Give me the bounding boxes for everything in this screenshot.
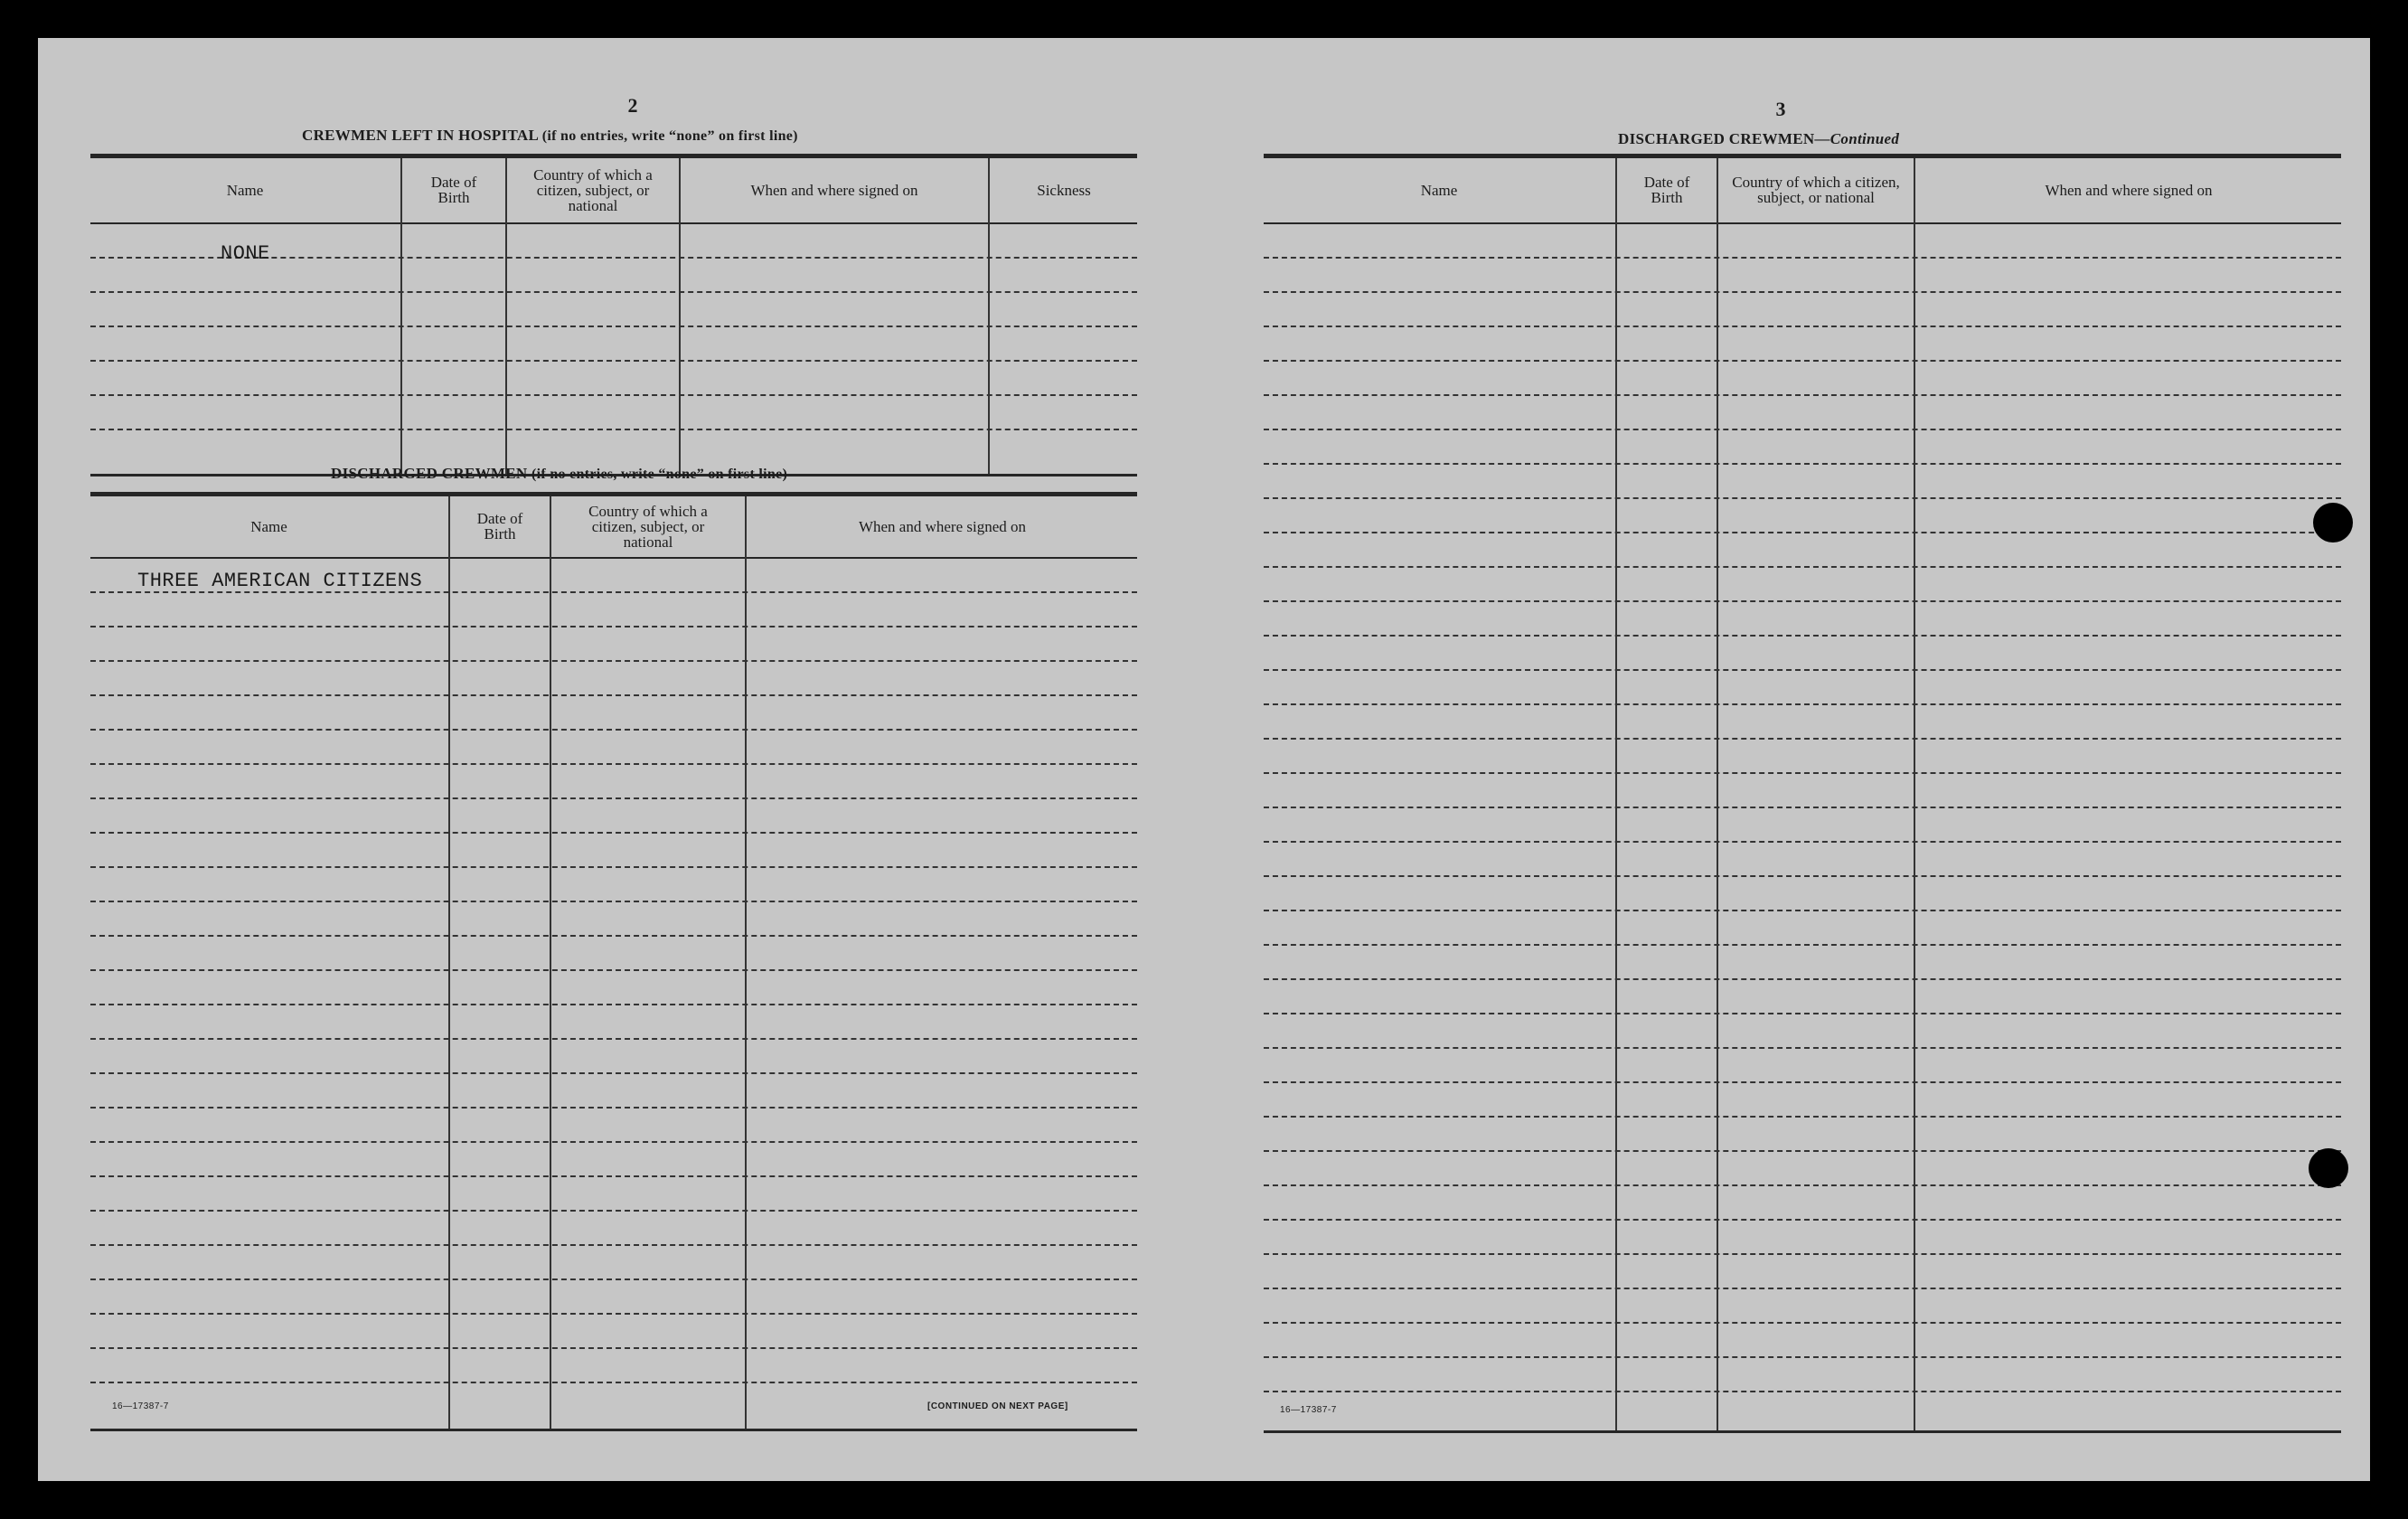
hospital-title-note: (if no entries, write “none” on first line) [541,128,798,144]
discharged-continued-suffix: —Continued [1814,130,1900,147]
discharged-table-left [90,492,1137,1432]
hospital-section-title [302,127,798,145]
discharged-header-signed-on: When and where signed on [858,517,1027,535]
discharged-title-text: DISCHARGED CREWMEN [331,465,528,482]
discharged-title-note: (if no entries, write “none” on first line) [531,467,788,482]
hospital-title-text: CREWMEN LEFT IN HOSPITAL [302,127,539,144]
page-number-right: 3 [1775,98,1786,120]
hospital-header-sickness: Sickness [1037,181,1091,199]
hospital-header-country: Country of which a citizen, subject, or national [533,165,653,214]
discharged-entry-name: THREE AMERICAN CITIZENS [137,570,423,592]
right-header-signed-on: When and where signed on [2045,181,2213,199]
punch-hole-lower [2309,1148,2348,1188]
discharged-table-right [1264,154,2341,1436]
hospital-header-name: Name [226,181,264,199]
discharged-header-name: Name [250,517,287,535]
right-header-country: Country of which a citizen, subject, or national [1732,174,1900,206]
discharged-section-title [331,465,787,483]
right-header-dob: Date of Birth [1643,174,1690,206]
form-number-right: 16—17387-7 [1280,1405,1337,1415]
discharged-header-dob: Date of Birth [476,510,523,542]
right-header-name: Name [1420,181,1458,199]
hospital-header-signed-on: When and where signed on [750,181,918,199]
hospital-table [90,154,1137,479]
continued-note: [CONTINUED ON NEXT PAGE] [927,1401,1068,1411]
hospital-entry-name: NONE [221,242,270,265]
hospital-header-dob: Date of Birth [430,174,477,206]
discharged-continued-text: DISCHARGED CREWMEN [1618,130,1815,147]
punch-hole-upper [2313,503,2353,542]
form-sheet [38,38,2370,1481]
discharged-continued-title [1618,130,1899,148]
page-number-left: 2 [627,94,638,117]
form-number-left: 16—17387-7 [112,1401,169,1411]
discharged-header-country: Country of which a citizen, subject, or national [588,502,708,551]
